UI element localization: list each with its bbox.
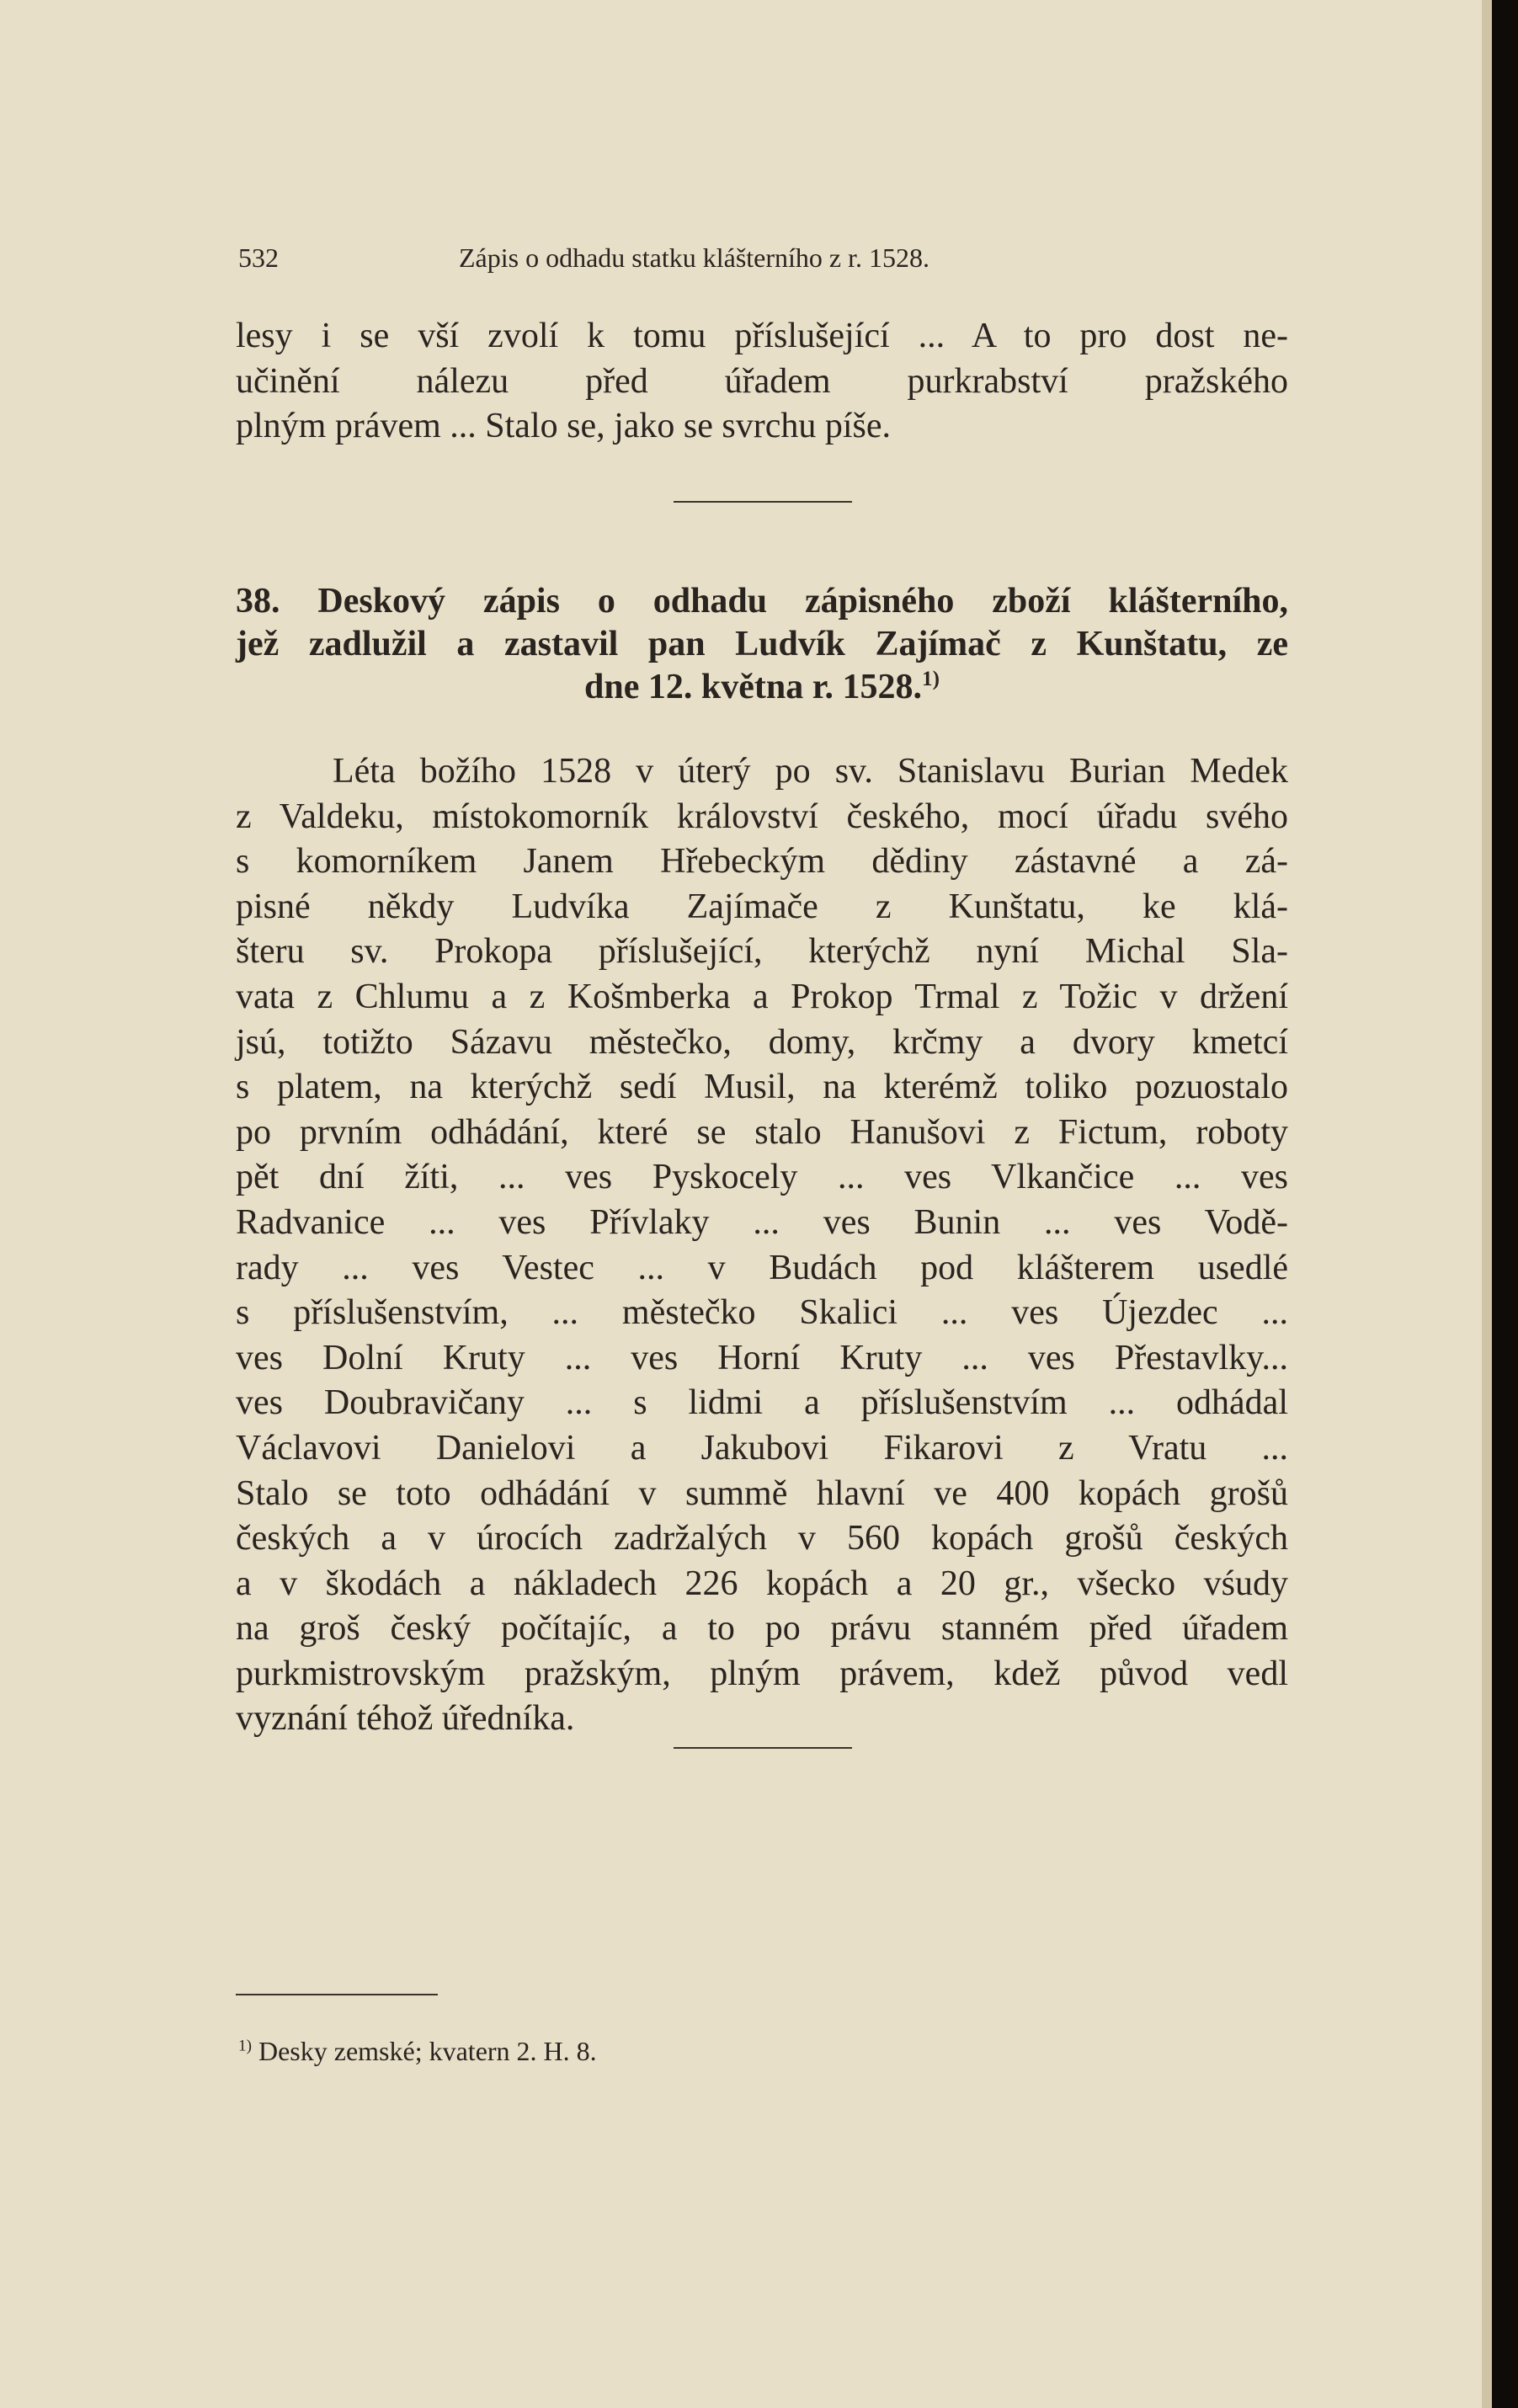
text-line: českých a v úrocích zadržalých v 560 kopách grošů českých [236,1519,1288,1558]
running-head: Zápis o odhadu statku klášterního z r. 1528. [459,242,930,273]
text-line: rady ... ves Vestec ... v Budách pod klášterem usedlé [236,1248,1288,1287]
text-line: a v škodách a nákladech 226 kopách a 20 gr., všecko vśudy [236,1564,1288,1603]
continuation-paragraph [236,314,1288,450]
footnote-reference: 1) [922,668,940,690]
text-line: po prvním odhádání, které se stalo Hanušovi z Fictum, roboty [236,1112,1288,1152]
footnote [238,2036,597,2067]
page-header [238,242,1291,285]
text-line: šteru sv. Prokopa příslušející, kterýchž nyní Michal Sla- [236,932,1288,972]
text-line: Stalo se toto odhádání v summě hlavní ve 400 kopách grošů [236,1473,1288,1513]
section-heading [236,580,1288,709]
end-divider [674,1747,852,1749]
text-line: vata z Chlumu a z Košmberka a Prokop Trmal z Tožic v držení [236,977,1288,1016]
footnote-text: Desky zemské; kvatern 2. H. 8. [258,2036,597,2066]
text-line: pisné někdy Ludvíka Zajímače z Kunštatu, ke klá- [236,887,1288,926]
text-line: Radvanice ... ves Přívlaky ... ves Bunin ... ves Vodě- [236,1202,1288,1242]
text-line: Václavovi Danielovi a Jakubovi Fikarovi z Vratu ... [236,1428,1288,1468]
section-divider [674,501,852,503]
book-spine [1492,0,1518,2408]
text-line: Léta božího 1528 v úterý po sv. Stanislavu Burian Medek [333,752,1288,791]
text-line: plným právem ... Stalo se, jako se svrchu píše. [236,407,892,446]
text-line: ves Dolní Kruty ... ves Horní Kruty ... ves Přestavlky... [236,1338,1288,1377]
footnote-marker: 1) [238,2037,252,2055]
heading-text: dne 12. května r. 1528. [584,668,922,706]
heading-line-last [236,666,1288,709]
text-line: na groš český počítajíc, a to po právu stanném před úřadem [236,1609,1288,1649]
text-line: pět dní žíti, ... ves Pyskocely ... ves Vlkančice ... ves [236,1158,1288,1197]
text-line: jsú, totižto Sázavu městečko, domy, krčmy a dvory kmetcí [236,1022,1288,1062]
text-line: vyznání téhož úředníka. [236,1699,575,1739]
text-line: s komorníkem Janem Hřebeckým dědiny zástavné a zá- [236,842,1288,882]
heading-line: 38. Deskový zápis o odhadu zápisného zboží klášterního, [236,582,1288,621]
text-line: s příslušenstvím, ... městečko Skalici ... ves Újezdec ... [236,1293,1288,1333]
text-line: s platem, na kterýchž sedí Musil, na kterémž toliko pozuostalo [236,1068,1288,1107]
heading-line: jež zadlužil a zastavil pan Ludvík Zajímač z Kunštatu, ze [236,625,1288,663]
footnote-divider [236,1994,438,1995]
text-line: purkmistrovským pražským, plným právem, kdež původ vedl [236,1654,1288,1693]
page-number: 532 [238,242,279,273]
text-line: lesy i se vší zvolí k tomu příslušející ... A to pro dost ne- [236,317,1288,355]
body-paragraph [236,749,1288,1742]
text-line: učinění nálezu před úřadem purkrabství pražského [236,361,1288,401]
page-edge [1482,0,1492,2408]
text-line: z Valdeku, místokomorník království českého, mocí úřadu svého [236,796,1288,836]
text-line: ves Doubravičany ... s lidmi a příslušenstvím ... odhádal [236,1383,1288,1423]
